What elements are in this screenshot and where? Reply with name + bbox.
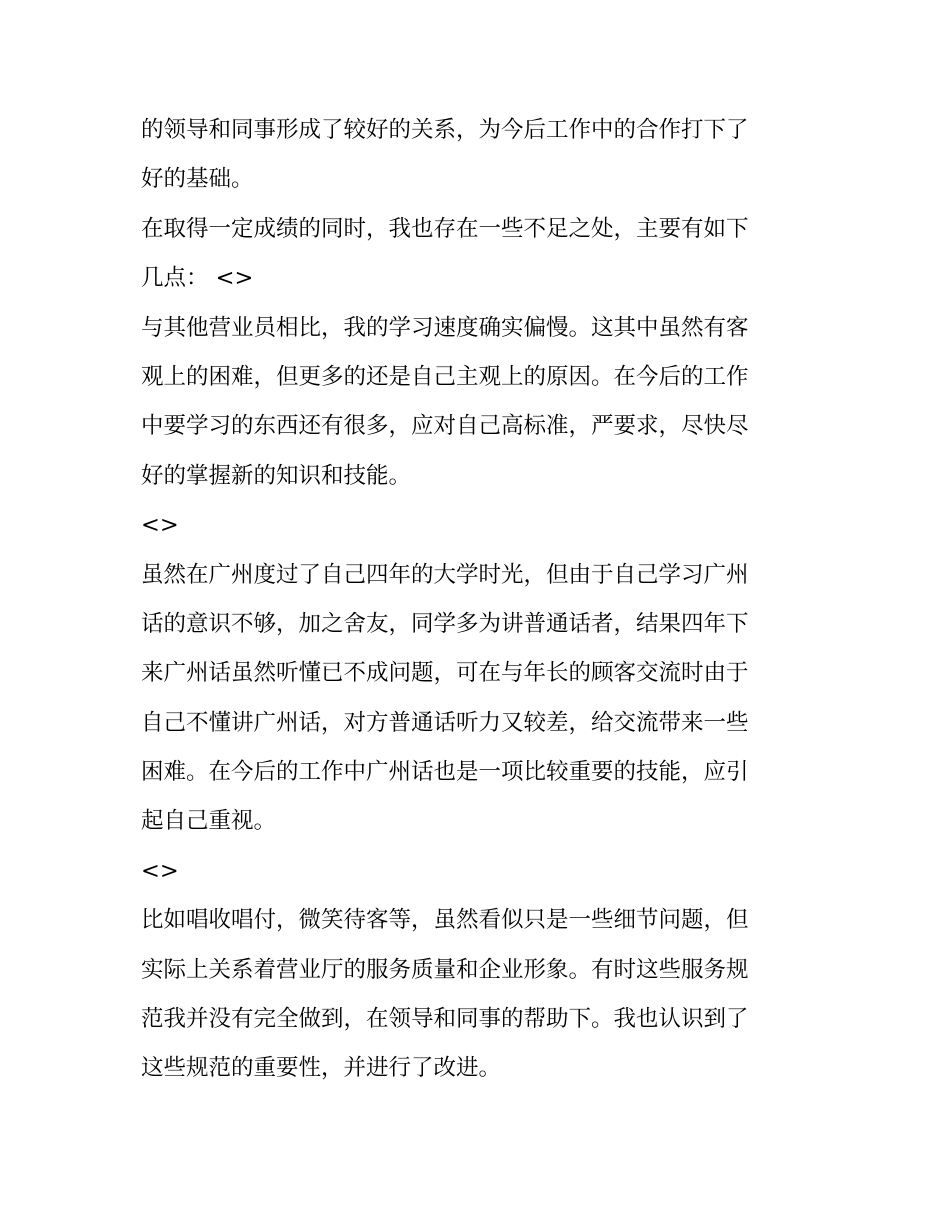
paragraph-service-standards xyxy=(141,896,813,1094)
text-line: 范我并没有完全做到，在领导和同事的帮助下。我也认识到了 xyxy=(141,1006,749,1033)
text-line: 在取得一定成绩的同时，我也存在一些不足之处，主要有如下 xyxy=(141,215,749,242)
text-line: 起自己重视。 xyxy=(141,808,277,835)
text-line: 话的意识不够，加之舍友，同学多为讲普通话者，结果四年下 xyxy=(141,610,749,637)
text-line: 中要学习的东西还有很多，应对自己高标准，严要求，尽快尽 xyxy=(141,413,749,440)
text-line: 的领导和同事形成了较好的关系，为今后工作中的合作打下了 xyxy=(141,117,749,143)
document-body xyxy=(141,106,813,1094)
text-line: 好的掌握新的知识和技能。 xyxy=(141,462,412,489)
paragraph-relationships xyxy=(141,106,813,205)
text-line: 自己不懂讲广州话，对方普通话听力又较差，给交流带来一些 xyxy=(141,709,749,736)
text-line: 好的基础。 xyxy=(141,166,254,193)
text-line: 与其他营业员相比，我的学习速度确实偏慢。这其中虽然有客 xyxy=(141,314,749,341)
paragraph-marker xyxy=(141,847,813,896)
paragraph-marker xyxy=(141,501,813,550)
text-line: 虽然在广州度过了自己四年的大学时光，但由于自己学习广州 xyxy=(141,561,749,588)
text-line: 实际上关系着营业厅的服务质量和企业形象。有时这些服务规 xyxy=(141,956,749,983)
paragraph-cantonese xyxy=(141,551,813,847)
text-line: 几点： <> xyxy=(141,265,254,292)
text-line: 观上的困难，但更多的还是自己主观上的原因。在今后的工作 xyxy=(141,363,749,390)
paragraph-shortcomings-intro xyxy=(141,205,813,304)
text-line: 这些规范的重要性，并进行了改进。 xyxy=(141,1055,502,1082)
text-line: <> xyxy=(141,857,179,884)
paragraph-learning-speed xyxy=(141,304,813,502)
text-line: 比如唱收唱付，微笑待客等，虽然看似只是一些细节问题，但 xyxy=(141,907,749,934)
text-line: <> xyxy=(141,512,179,539)
text-line: 困难。在今后的工作中广州话也是一项比较重要的技能，应引 xyxy=(141,759,749,786)
text-line: 来广州话虽然听懂已不成问题，可在与年长的顾客交流时由于 xyxy=(141,660,749,687)
